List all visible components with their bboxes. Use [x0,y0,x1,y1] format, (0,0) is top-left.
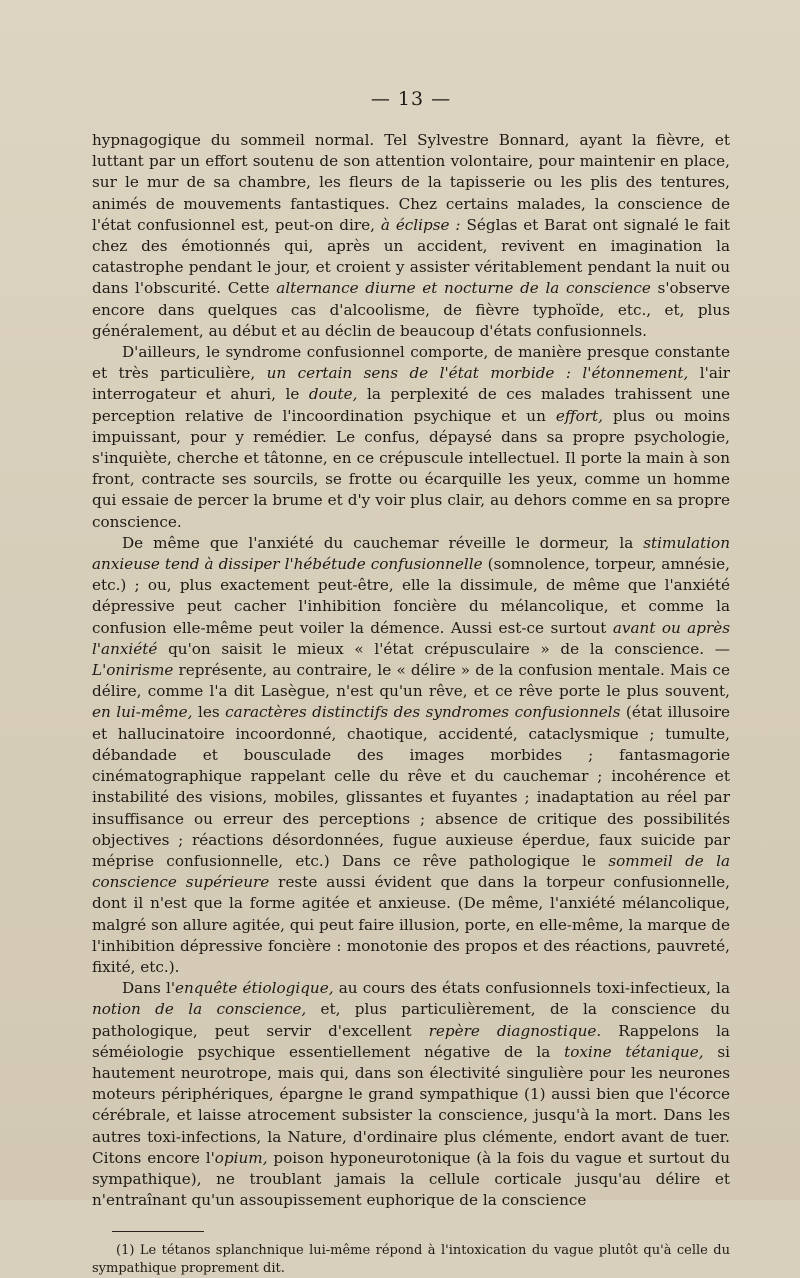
paragraph-4 [92,978,730,1211]
italic-run: à éclipse : [380,215,461,234]
italic-run: stimulation anxieuse tend à dissiper l'hébétude confusionnelle [92,533,730,574]
footnote-divider [112,1231,204,1232]
text-run: et, plus particulièrement, de la conscience du pathologique, peut servir d'excellent [92,1000,730,1040]
text-run: les [192,703,226,722]
text-run: Dans l' [122,979,176,998]
text-run: (somnolence, torpeur, amnésie, etc.) ; ou, plus exactement peut-être, elle la dissimule, de même que l'anxiété dépressive peut cacher l'inhibition foncière du mélancolique, et comme la confusion elle-même peut voiler la démence. Aussi est-ce surtout [92,555,730,637]
italic-run: avant ou après l'anxiété [92,618,730,658]
body-text [92,130,730,1211]
text-run: Séglas et Barat ont signalé le fait chez des émotionnés qui, après un accident, revivent en imagination la catastrophe pendant le jour, et croient y assister véritablement pendant la nuit ou dans l'obscurité. Cette [92,215,730,298]
italic-run: sommeil de la conscience supérieure [92,851,730,892]
text-run: poison hyponeurotonique (à la fois du vague et surtout du sympathique), ne troublant jamais la cellule corticale jusqu'au délire et n'entraînant qu'un assoupissement euphorique de la conscience [92,1148,730,1210]
text-run: la perplexité de ces malades trahissent une perception relative de l'incoordination psychique et un [92,385,730,425]
footnote: (1) Le tétanos splanchnique lui-même répond à l'intoxication du vague plutôt qu'à celle du sympathique proprement dit. [92,1243,730,1277]
text-run: Rappelons la séméiologie psychique essentiellement négative de la [92,1021,730,1061]
text-run: D'ailleurs, le syndrome confusionnel comporte, de manière presque constante et très particulière, [92,343,730,383]
text-run: représente, au contraire, le « délire » de la confusion mentale. Mais ce délire, comme l'a dit Lasègue, n'est qu'un rêve, et ce rêve porte le plus souvent, [92,661,730,701]
italic-run: caractères distinctifs des syndromes confusionnels [225,703,621,722]
italic-run: opium, [214,1148,268,1167]
text-run: reste aussi évident que dans la torpeur confusionnelle, dont il n'est que la forme agitée et anxieuse. (De même, l'anxiété mélancolique, malgré son allure agitée, qui peut faire illusion, porte, en elle-même, la marque de l'inhibition dépressive foncière : monotonie des propos et des réactions, pauvreté, fixité, etc.). [92,873,730,976]
italic-run: L'onirisme [92,661,174,680]
italic-run: doute, [308,385,358,404]
text-run: plus ou moins impuissant, pour y remédier. Le confus, dépaysé dans sa propre psychologie, s'inquiète, cherche et tâtonne, en ce crépuscule intellectuel. Il porte la main à son front, contracte ses sourcils, se frotte ou écarquille les yeux, comme un homme qui essaie de percer la brume et d'y voir plus clair, au dehors comme en sa propre conscience. [92,406,730,531]
paragraph-2 [92,342,730,533]
italic-run: en lui-même, [92,703,193,722]
text-run: qu'on saisit le mieux « l'état crépusculaire » de la conscience. — [157,639,730,658]
italic-run: effort, [555,406,603,425]
text-run: si hautement neurotrope, mais qui, dans son électivité singulière pour les neurones moteurs périphériques, épargne le grand sympathique (1) aussi bien que l'écorce cérébrale, et laisse atrocement subsister la conscience, jusqu'à la mort. Dans les autres toxi-infections, la Nature, d'ordinaire plus clémente, endort avant de tuer. Citons encore l' [92,1042,730,1167]
italic-run: notion de la conscience, [92,1000,307,1019]
text-run: (état illusoire et hallucinatoire incoordonné, chaotique, accidenté, cataclysmique ; tumulte, débandade et bousculade des images morbides ; fantasmagorie cinématographique rappelant celle du rêve et du cauchemar ; incohérence et instabilité des visions, mobiles, glissantes et fuyantes ; inadaptation au réel par insuffisance ou erreur des perceptions ; absence de critique des possibilités objectives ; réactions désordonnées, fugue auxieuse éperdue, faux suicide par méprise confusionnelle, etc.) Dans ce rêve pathologique le [92,703,730,870]
text-run: l'air interrogateur et ahuri, le [92,364,730,404]
text-run: s'observe encore dans quelques cas d'alcoolisme, de fièvre typhoïde, etc., et, plus généralement, au début et au déclin de beaucoup d'états confusionnels. [92,279,731,340]
text-run: au cours des états confusionnels toxi-infectieux, la [333,979,730,998]
italic-run: repère diagnostique. [428,1021,602,1040]
text-run: hypnagogique du sommeil normal. Tel Sylvestre Bonnard, ayant la fièvre, et luttant par un effort soutenu de son attention volontaire, pour maintenir en place, sur le mur de sa chambre, les fleurs de la tapisserie ou les plis des tentures, animés de mouvements fantastiques. Chez certains malades, la conscience de l'état confusionnel est, peut-on dire, [92,131,730,234]
italic-run: un certain sens de l'état morbide : l'étonnement, [266,364,689,383]
page-number: — 13 — [370,88,452,110]
italic-run: toxine tétanique, [564,1042,704,1061]
italic-run: alternance diurne et nocturne de la conscience [276,279,651,298]
paragraph-1 [92,130,730,342]
italic-run: enquête étiologique, [175,979,334,998]
paragraph-3 [92,533,730,978]
text-run: De même que l'anxiété du cauchemar réveille le dormeur, la [122,533,644,552]
